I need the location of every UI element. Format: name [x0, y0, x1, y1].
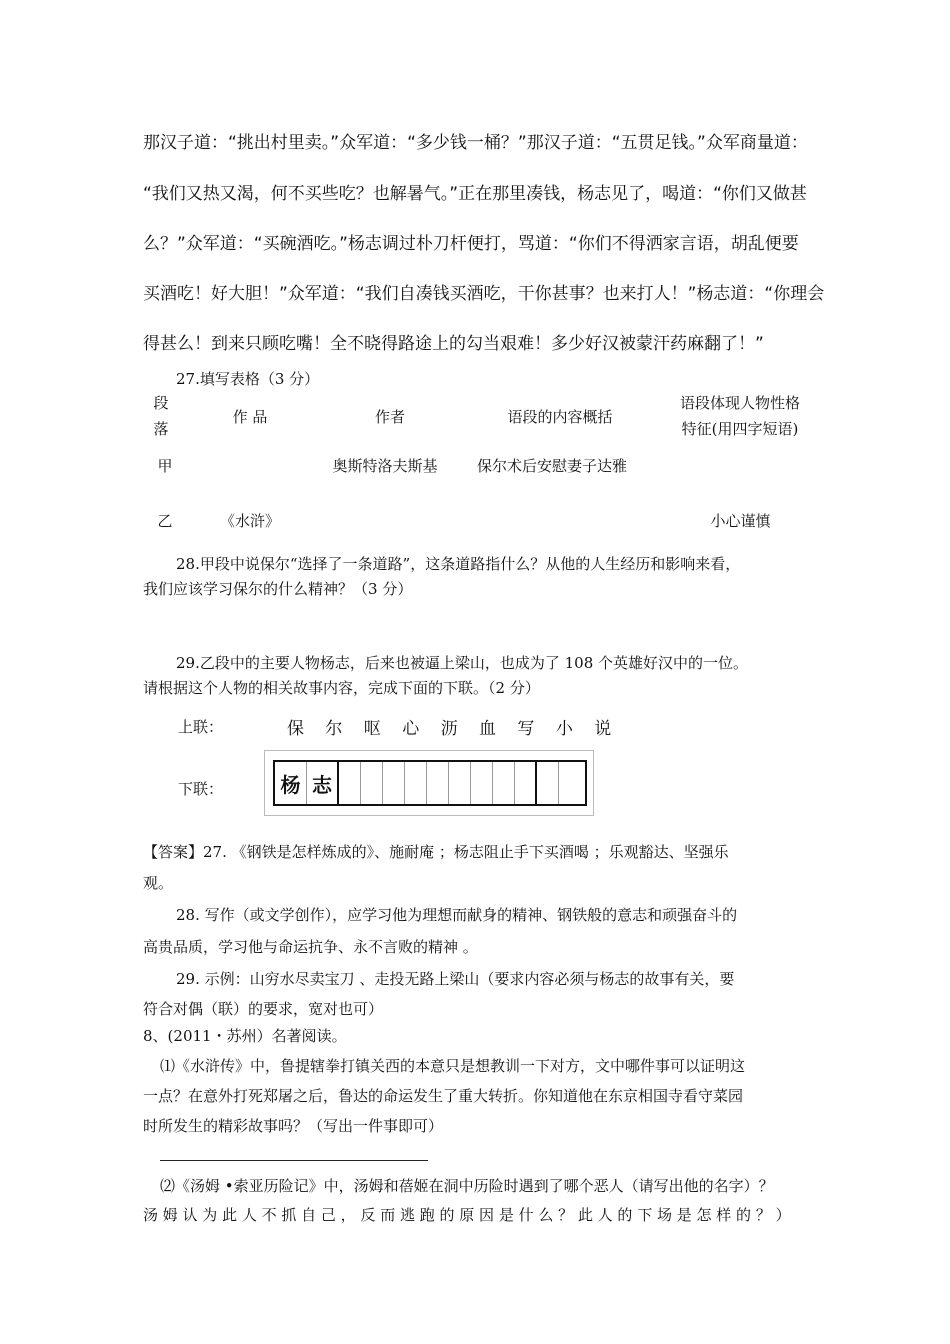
question-line: ⑴《水浒传》中，鲁提辖拳打镇关西的本意只是想教训一下对方，文中哪件事可以证明这 [160, 1057, 746, 1075]
passage-line: 那汉子道：“挑出村里卖。”众军道：“多少钱一桶？”那汉子道：“五贯足钱。”众军商量道： [143, 133, 808, 153]
answer-line: 观。 [143, 874, 174, 892]
passage-line: 买酒吃！好大胆！”众军道：“我们自凑钱买酒吃，干你甚事？也来打人！”杨志道：“你理会 [143, 284, 825, 304]
answer-blank-line [160, 1160, 428, 1161]
grid-cell: 杨 [275, 762, 307, 804]
answer-line: 符合对偶（联）的要求，宽对也可） [143, 1000, 384, 1018]
question-line: 时所发生的精彩故事吗？（写出一件事即可） [143, 1117, 444, 1135]
q28-line: 28.甲段中说保尔“选择了一条道路”，这条道路指什么？从他的人生经历和影响来看， [176, 555, 741, 573]
lower-couplet-grid [264, 750, 594, 816]
answer-cell[interactable] [427, 762, 449, 804]
upper-couplet-label: 上联： [178, 718, 224, 736]
row-trait: 小心谨慎 [710, 512, 771, 530]
row-author: 奥斯特洛夫斯基 [332, 457, 438, 475]
question-line: 汤 姆 认 为 此 人 不 抓 自 己 ， 反 而 逃 跑 的 原 因 是 什 么 ？ 此 人 的 下 场 是 怎 样 的 ？ ） [143, 1206, 791, 1224]
answer-cell[interactable] [537, 762, 559, 804]
answer-cell[interactable] [559, 762, 585, 804]
answer-cell[interactable] [515, 762, 537, 804]
upper-couplet-text: 保 尔 呕 心 沥 血 写 小 说 [287, 719, 620, 739]
row-paragraph: 甲 [157, 457, 173, 475]
lower-couplet-label: 下联： [178, 780, 224, 798]
answer-cell[interactable] [493, 762, 515, 804]
q29-line: 29.乙段中的主要人物杨志，后来也被逼上梁山，也成为了 108 个英雄好汉中的一位。 [176, 654, 749, 672]
answer-line: 【答案】27. 《钢铁是怎样炼成的》、施耐庵 ；杨志阻止手下买酒喝 ；乐观豁达、坚强乐 [143, 843, 729, 861]
section-heading: 8、(2011・苏州）名著阅读。 [143, 1027, 347, 1045]
header-summary: 语段的内容概括 [507, 408, 613, 426]
q29-line: 请根据这个人物的相关故事内容，完成下面的下联。（2 分） [143, 679, 540, 697]
row-work: 《水浒》 [219, 512, 280, 530]
passage-line: “我们又热又渴，何不买些吃？也解暑气。”正在那里凑钱，杨志见了，喝道：“你们又做甚 [143, 184, 807, 204]
q28-line: 我们应该学习保尔的什么精神？（3 分） [143, 580, 413, 598]
row-summary: 保尔术后安慰妻子达雅 [476, 457, 627, 475]
passage-line: 么？”众军道：“买碗酒吃。”杨志调过朴刀杆便打，骂道：“你们不得洒家言语，胡乱便要 [143, 234, 799, 254]
answer-cell[interactable] [471, 762, 493, 804]
header-author: 作者 [374, 408, 405, 426]
header-work: 作 品 [232, 408, 268, 426]
passage-line: 得甚么！到来只顾吃嘴！全不晓得路途上的勾当艰难！多少好汉被蒙汗药麻翻了！” [143, 334, 764, 354]
answer-cell[interactable] [361, 762, 383, 804]
answer-cell[interactable] [383, 762, 405, 804]
answer-line: 高贵品质，学习他与命运抗争、永不言败的精神 。 [143, 938, 478, 956]
answer-cell[interactable] [339, 762, 361, 804]
answer-cell[interactable] [405, 762, 427, 804]
answer-cell[interactable] [449, 762, 471, 804]
answer-line: 28. 写作（或文学创作），应学习他为理想而献身的精神、钢铁般的意志和顽强奋斗的 [176, 906, 738, 924]
q27-prompt: 27.填写表格（3 分） [176, 370, 320, 388]
header-paragraph: 段 落 [153, 394, 169, 438]
row-paragraph: 乙 [157, 512, 173, 530]
question-line: ⑵《汤姆 •索亚历险记》中，汤姆和蓓姬在洞中历险时遇到了哪个恶人（请写出他的名字）？ [160, 1177, 774, 1195]
grid-cell: 志 [307, 762, 339, 804]
question-line: 一点？在意外打死郑屠之后，鲁达的命运发生了重大转折。你知道他在东京相国寺看守菜园 [143, 1087, 744, 1105]
answer-line: 29. 示例：山穷水尽卖宝刀 、走投无路上梁山（要求内容必须与杨志的故事有关，要 [176, 970, 735, 988]
header-trait: 语段体现人物性格 特征(用四字短语) [679, 394, 800, 438]
